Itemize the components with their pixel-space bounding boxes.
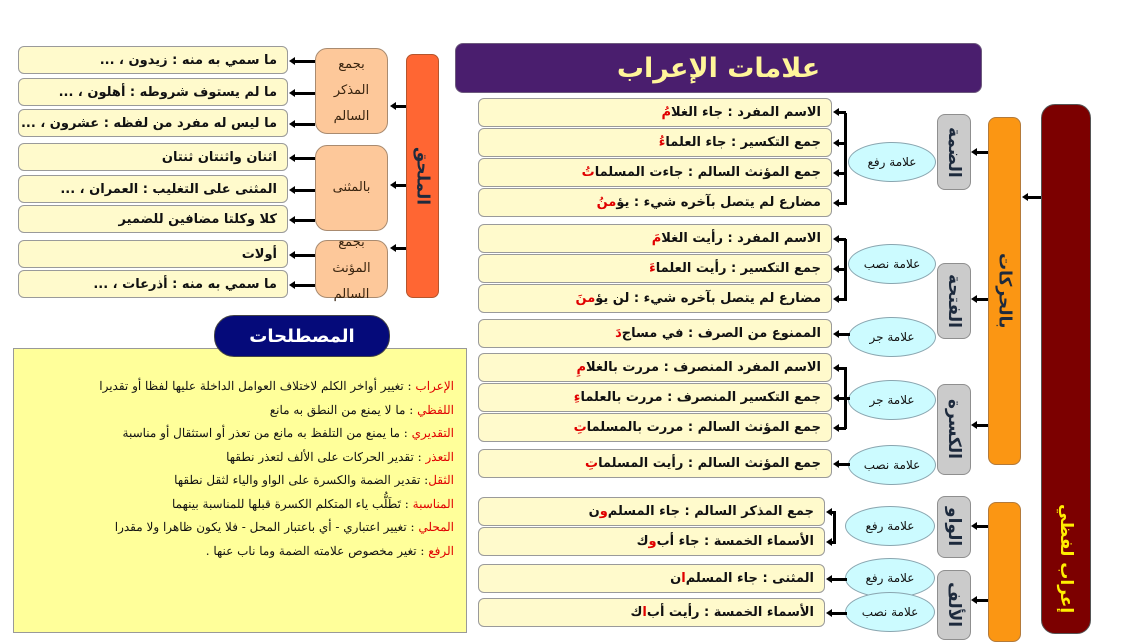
example-kasra-4: جمع المؤنث السالم : رأيت المسلما تِ xyxy=(478,449,832,478)
sign-raf-waw: علامة رفع xyxy=(845,506,935,546)
connector xyxy=(396,105,406,108)
connector xyxy=(838,111,846,114)
connector xyxy=(977,151,988,154)
mark-damma xyxy=(937,114,971,190)
example-kasra-1: الاسم المفرد المنصرف : مررت بالغلا مِ xyxy=(478,353,832,382)
terms-panel xyxy=(13,348,467,633)
connector xyxy=(838,367,846,370)
connector xyxy=(838,298,846,301)
term-row: المناسبة : تَطَلُّب ياء المتكلم الكسرة قبلها للمناسبة بينهما xyxy=(171,496,454,511)
term-row: المحلي : تغيير اعتباري - أي باعتبار المحل - فلا يكون ظاهرا ولا مقدرا xyxy=(114,520,454,534)
example-alif-1: المثنى : جاء المسلم ا ن xyxy=(478,564,825,593)
example-kasra-3: جمع المؤنث السالم : مررت بالمسلما تِ xyxy=(478,413,832,442)
connector xyxy=(838,142,846,145)
sign-jarr-fatha: علامة جر xyxy=(848,317,936,357)
sign-raf-damma: علامة رفع xyxy=(848,142,936,182)
branch-harakat xyxy=(988,117,1021,465)
root-label: إعراب لفظي xyxy=(1056,503,1076,613)
mulhaq-item: ما سمي به منه : أذرعات ، ... xyxy=(18,270,288,298)
connector xyxy=(838,333,850,336)
connector xyxy=(838,268,846,271)
mulhaq-item: المثنى على التغليب : العمران ، ... xyxy=(18,175,288,203)
connector xyxy=(294,284,315,287)
term-row: التعذر : تقدير الحركات على الألف لتعذر نطقها xyxy=(226,449,454,464)
term-row: الثقل: تقدير الضمة والكسرة على الواو والياء لثقل نطقها xyxy=(174,473,454,487)
connector xyxy=(838,463,850,466)
mark-fatha xyxy=(937,263,971,339)
connector xyxy=(396,184,406,187)
arrow-icon xyxy=(390,244,396,252)
term-row: الرفع : تغير مخصوص علامته الضمة وما ناب عنها . xyxy=(205,543,454,558)
connector xyxy=(294,254,315,257)
connector xyxy=(977,599,988,602)
mark-fatha-label: الفتحة xyxy=(944,274,964,328)
connector xyxy=(294,157,315,160)
term-row: التقديري : ما يمنع من التلفظ به مانع من تعذر أو استثقال أو مناسبة xyxy=(122,426,454,440)
mulhaq-item: ما لم يستوف شروطه : أهلون ، ... xyxy=(18,78,288,106)
bracket xyxy=(833,512,836,543)
sign-nasb-alif: علامة نصب xyxy=(845,592,935,632)
arrow-icon xyxy=(971,596,977,604)
example-damma-1: الاسم المفرد : جاء الغلا مُ xyxy=(478,98,832,127)
root-node-irab-lafzi xyxy=(1041,104,1091,634)
mulhaq-item: كلا وكلتا مضافين للضمير xyxy=(18,205,288,233)
connector xyxy=(294,92,315,95)
mulhaq-root xyxy=(406,54,439,298)
example-damma-4: مضارع لم يتصل بآخره شيء : يؤ منُ xyxy=(478,188,832,217)
term-row: الإعراب : تغيير أواخر الكلم لاختلاف العوامل الداخلة عليها لفظا أو تقديرا xyxy=(99,379,454,393)
mark-alif-label: الألف xyxy=(944,582,964,628)
example-fatha-4: الممنوع من الصرف : في مساج دَ xyxy=(478,319,832,348)
mulhaq-group-muannath: بجمع المؤنث السالم xyxy=(315,240,388,298)
connector xyxy=(294,60,315,63)
connector xyxy=(838,172,846,175)
mark-kasra xyxy=(937,384,971,475)
connector xyxy=(294,189,315,192)
example-kasra-2: جمع التكسير المنصرف : مررت بالعلما ءِ xyxy=(478,383,832,412)
diagram-title: علامات الإعراب xyxy=(455,43,982,93)
arrow-icon xyxy=(390,181,396,189)
branch-harakat-label: بالحركات xyxy=(994,253,1015,329)
sign-raf-alif: علامة رفع xyxy=(845,558,935,598)
connector xyxy=(977,424,988,427)
mark-kasra-label: الكسرة xyxy=(944,399,964,460)
example-fatha-3: مضارع لم يتصل بآخره شيء : لن يؤ منَ xyxy=(478,284,832,313)
connector xyxy=(831,612,847,615)
connector xyxy=(977,298,988,301)
example-alif-2: الأسماء الخمسة : رأيت أب ا ك xyxy=(478,598,825,627)
arrow-icon xyxy=(971,148,977,156)
connector xyxy=(831,511,836,514)
mulhaq-item: اثنان واثنتان ثنتان xyxy=(18,143,288,171)
branch-huruf xyxy=(988,502,1021,642)
example-waw-2: الأسماء الخمسة : جاء أب و ك xyxy=(478,527,825,556)
arrow-icon xyxy=(971,295,977,303)
arrow-icon xyxy=(390,102,396,110)
arrow-icon xyxy=(971,421,977,429)
mark-damma-label: الضمة xyxy=(944,126,964,178)
mark-alif xyxy=(937,570,971,640)
connector xyxy=(838,238,846,241)
sign-nasb-kasra: علامة نصب xyxy=(848,445,936,485)
connector xyxy=(831,578,847,581)
mulhaq-group-mudhakkar: بجمع المذكر السالم xyxy=(315,48,388,134)
mulhaq-item: أولات xyxy=(18,240,288,268)
example-fatha-1: الاسم المفرد : رأيت الغلا مَ xyxy=(478,224,832,253)
mulhaq-root-label: الملحق xyxy=(412,146,433,206)
example-fatha-2: جمع التكسير : رأيت العلما ءَ xyxy=(478,254,832,283)
sign-jarr-kasra: علامة جر xyxy=(848,380,936,420)
mark-waw xyxy=(937,496,971,558)
mulhaq-item: ما ليس له مفرد من لفظه : عشرون ، ... xyxy=(18,109,288,137)
sign-nasb-fatha: علامة نصب xyxy=(848,244,936,284)
mulhaq-item: ما سمي به منه : زيدون ، ... xyxy=(18,46,288,74)
arrow-icon xyxy=(1022,193,1028,201)
example-waw-1: جمع المذكر السالم : جاء المسلم و ن xyxy=(478,497,825,526)
mark-waw-label: الواو xyxy=(944,507,964,547)
example-damma-2: جمع التكسير : جاء العلما ءُ xyxy=(478,128,832,157)
connector xyxy=(838,202,846,205)
terms-title: المصطلحات xyxy=(214,315,390,357)
term-row: اللفظي : ما لا يمنع من النطق به مانع xyxy=(269,402,454,417)
connector xyxy=(396,247,406,250)
example-damma-3: جمع المؤنث السالم : جاءت المسلما تُ xyxy=(478,158,832,187)
arrow-icon xyxy=(971,522,977,530)
connector xyxy=(838,427,846,430)
connector xyxy=(294,123,315,126)
mulhaq-group-muthanna: بالمثنى xyxy=(315,145,388,231)
connector xyxy=(831,541,836,544)
connector xyxy=(977,525,988,528)
connector xyxy=(1028,196,1041,199)
connector xyxy=(294,219,315,222)
bracket xyxy=(844,113,847,205)
connector xyxy=(838,397,850,400)
